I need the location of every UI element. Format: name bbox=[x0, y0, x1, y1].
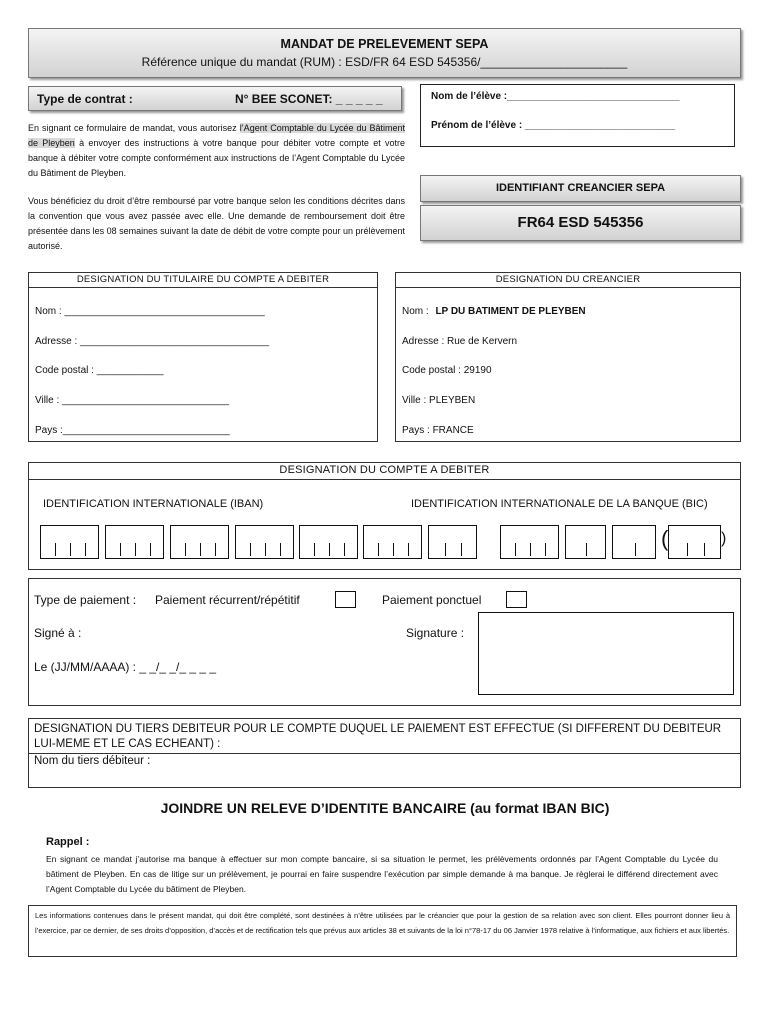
intro-paragraph-1: En signant ce formulaire de mandat, vous autorisez l’Agent Comptable du Lycée du Bâtiment de Pleyben à envoyer des instructions à votre banque pour débiter votre compte et votre banque à débiter votre compte conformément aux instructions de l’Agent Comptable du Lycée du Bâtiment de Pleyben. bbox=[28, 123, 405, 178]
iban-box-1[interactable] bbox=[40, 525, 99, 559]
mandate-title: MANDAT DE PRELEVEMENT SEPA bbox=[280, 37, 489, 51]
iban-box-5[interactable] bbox=[299, 525, 358, 559]
reminder-text: En signant ce mandat j’autorise ma banque à effectuer sur mon compte bancaire, si sa situation le permet, les prélèvements ordonnés par l’Agent Comptable du Lycée du bâtiment de Pleyben. En cas de litige sur un prélèvement, je pourrai en faire suspendre l’exécution par simple demande à ma banque. Je règlerai le différend directement avec l’Agent Comptable du Lycée du bâtiment de Pleyben. bbox=[46, 854, 718, 894]
payment-type-label: Type de paiement : bbox=[34, 593, 137, 607]
student-name-field[interactable]: Nom de l’élève :_______________________________ bbox=[431, 91, 680, 102]
contract-type-label: Type de contrat : bbox=[37, 92, 133, 106]
debtor-name-field[interactable]: Nom : ____________________________________ bbox=[35, 306, 265, 317]
intro-paragraph-2: Vous bénéficiez du droit d’être remboursé par votre banque selon les conditions décrites dans la convention que vous avez passée avec elle. Une demande de remboursement doit être présentée dans les 08 semaines suivant la date de débit de votre compte pour un prélèvement autorisé. bbox=[28, 196, 405, 251]
debtor-city-field[interactable]: Ville : ______________________________ bbox=[35, 395, 229, 406]
creditor-panel bbox=[395, 272, 741, 442]
third-party-name-field[interactable]: Nom du tiers débiteur : bbox=[34, 755, 151, 767]
bic-label: IDENTIFICATION INTERNATIONALE DE LA BANQUE (BIC) bbox=[411, 498, 708, 510]
student-firstname-field[interactable]: Prénom de l’élève : ___________________________ bbox=[431, 120, 676, 131]
mandate-header bbox=[28, 28, 741, 78]
recurrent-checkbox[interactable] bbox=[335, 591, 356, 609]
debtor-panel bbox=[28, 272, 378, 442]
debtor-postcode-field[interactable]: Code postal : ____________ bbox=[35, 365, 164, 376]
signature-label: Signature : bbox=[406, 626, 465, 640]
rum-reference: Référence unique du mandat (RUM) : ESD/FR 64 ESD 545356/______________________ bbox=[141, 55, 628, 69]
creditor-city: Ville : PLEYBEN bbox=[402, 395, 476, 406]
contract-type-bar bbox=[28, 86, 402, 111]
reminder-title: Rappel : bbox=[46, 836, 90, 848]
bic-box-2[interactable] bbox=[565, 525, 606, 559]
bic-paren-open: ( bbox=[661, 526, 669, 551]
creditor-panel-title: DESIGNATION DU CREANCIER bbox=[396, 273, 740, 288]
debtor-address-field[interactable]: Adresse : __________________________________ bbox=[35, 336, 270, 347]
legal-notice: Les informations contenues dans le présent mandat, qui doit être complété, sont destinées à n’être utilisées par le créancier que pour la gestion de sa relation avec son client. Elles pourront donner lieu à l’exercice, par ce dernier, de ses droits d’opposition, d’accès et de rectification tels que prévus aux articles 38 et suivants de la loi n°78-17 du 06 Janvier 1978 relative à l’informatique, aux fichiers et aux libertés. bbox=[28, 905, 737, 957]
date-field[interactable]: Le (JJ/MM/AAAA) : _ _/_ _/_ _ _ _ bbox=[34, 660, 217, 674]
iban-box-2[interactable] bbox=[105, 525, 164, 559]
creditor-name-value: LP DU BATIMENT DE PLEYBEN bbox=[435, 306, 586, 317]
recurrent-label: Paiement récurrent/répétitif bbox=[155, 593, 300, 607]
creditor-postcode: Code postal : 29190 bbox=[402, 365, 492, 376]
signature-box[interactable] bbox=[478, 612, 734, 695]
bee-sconet-field[interactable]: N° BEE SCONET: _ _ _ _ _ bbox=[235, 92, 383, 106]
creditor-id-value: FR64 ESD 545356 bbox=[420, 205, 741, 241]
highlighted-creditor: l’Agent Comptable du Lycée du Bâtiment de Pleyben bbox=[28, 123, 405, 148]
join-rib-title: JOINDRE UN RELEVE D’IDENTITE BANCAIRE (au format IBAN BIC) bbox=[160, 800, 610, 816]
iban-box-4[interactable] bbox=[235, 525, 294, 559]
iban-box-6[interactable] bbox=[363, 525, 422, 559]
third-party-title: DESIGNATION DU TIERS DEBITEUR POUR LE COMPTE DUQUEL LE PAIEMENT EST EFFECTUE (SI DIFFERENT DU DEBITEUR LUI-MEME ET LE CAS ECHEANT) : bbox=[34, 723, 722, 750]
ponctuel-checkbox[interactable] bbox=[506, 591, 527, 609]
iban-box-3[interactable] bbox=[170, 525, 229, 559]
ponctuel-label: Paiement ponctuel bbox=[382, 593, 482, 607]
bic-box-4[interactable] bbox=[668, 525, 721, 559]
student-box bbox=[420, 84, 735, 147]
creditor-address: Adresse : Rue de Kervern bbox=[402, 336, 518, 347]
iban-label: IDENTIFICATION INTERNATIONALE (IBAN) bbox=[43, 498, 264, 510]
creditor-name: Nom : LP DU BATIMENT DE PLEYBEN bbox=[402, 306, 586, 317]
debtor-panel-title: DESIGNATION DU TITULAIRE DU COMPTE A DEBITER bbox=[29, 273, 377, 288]
bic-paren-close: ) bbox=[721, 530, 727, 547]
creditor-country: Pays : FRANCE bbox=[402, 425, 474, 436]
bic-box-3[interactable] bbox=[612, 525, 656, 559]
account-panel-title: DESIGNATION DU COMPTE A DEBITER bbox=[29, 463, 740, 480]
creditor-id-title: IDENTIFIANT CREANCIER SEPA bbox=[420, 175, 741, 202]
bic-box-1[interactable] bbox=[500, 525, 559, 559]
signed-at-field[interactable]: Signé à : bbox=[34, 626, 82, 640]
debtor-country-field[interactable]: Pays :______________________________ bbox=[35, 425, 230, 436]
iban-box-7[interactable] bbox=[428, 525, 477, 559]
